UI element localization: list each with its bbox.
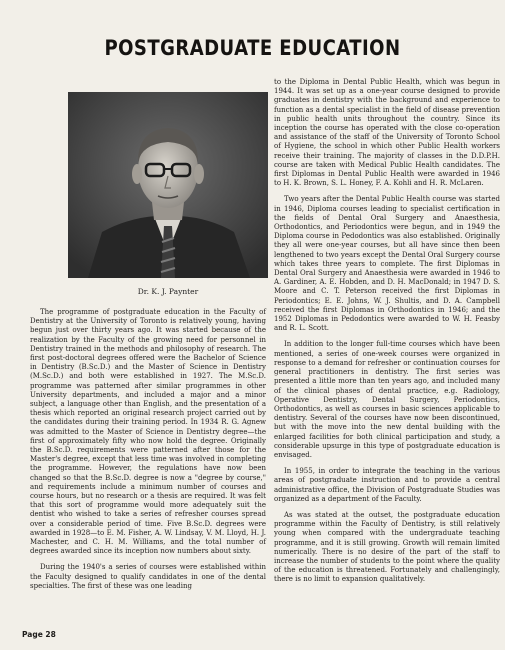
paragraph: As was stated at the outset, the postgraduate education programme within the Faculty of Dentistry, is still relatively young when compared with the undergraduate teaching programme, and it is still growing. Growth will remain limited numerically. There is no desire of the part of the staff to increase the number of students to the point where the quality of the education is threatened. Fortunately and challengingly, there is no limit to expansion qualitatively. — [274, 510, 500, 584]
photo-caption: Dr. K. J. Paynter — [137, 287, 199, 296]
portrait-photo — [68, 92, 268, 278]
paragraph: In 1955, in order to integrate the teaching in the various areas of postgraduate instruction and to provide a central administrative office, the Division of Postgraduate Studies was organized as a department of the Faculty. — [274, 467, 500, 503]
paragraph: to the Diploma in Dental Public Health, which was begun in 1944. It was set up as a one-year course designed to provide graduates in dentistry with the background and experience to function as a dental specialist in the field of disease prevention in public health units throughout the country. Since its inception the course has operated with the close co-operation and assistance of the staff of the University of Toronto School of Hygiene, the school in which other Public Health workers receive their training. The majority of classes in the D.D.P.H. course are taken with Medical Public Health candidates. The first Diplomas in Dental Public Health were awarded in 1946 to H. K. Brown, S. L. Honey, F. A. Kohli and H. R. McLaren. — [274, 78, 500, 188]
page-number: Page 28 — [22, 630, 56, 639]
paragraph: Two years after the Dental Public Health course was started in 1946, Diploma courses leading to specialist certification in the fields of Dental Oral Surgery and Anaesthesia, Orthodontics, and Periodontics were begun, and in 1949 the Diploma course in Pedodontics was also established. Originally they all were one-year courses, but all have since then been lengthened to two years except the Dental Oral Surgery course which takes three years to complete. The first Diplomas in Dental Oral Surgery and Anaesthesia were awarded in 1946 to A. Gardiner, A. E. Hobden, and D. H. MacDonald; in 1947 D. S. Moore and C. T. Peterson received the first Diplomas in Periodontics; E. E. Johns, W. J. Shultis, and D. A. Campbell received the first Diplomas in Orthodontics in 1946; and the 1952 Diplomas in Pedodontics were awarded to W. H. Feasby and R. L. Scott. — [274, 195, 500, 333]
left-column — [30, 308, 266, 598]
paragraph: During the 1940's a series of courses were established within the Faculty designed to qualify candidates in one of the dental specialties. The first of these was one leading — [30, 563, 266, 590]
right-column — [274, 78, 500, 592]
page-title: POSTGRADUATE EDUCATION — [104, 36, 401, 60]
paragraph: The programme of postgraduate education in the Faculty of Dentistry at the University of Toronto is relatively young, having begun just over thirty years ago. It was started because of the realization by the Faculty of the growing need for personnel in Dentistry trained in the methods and philosophy of research. The first post-doctoral degrees offered were the Bachelor of Science in Dentistry (B.Sc.D.) and the Master of Science in Dentistry (M.Sc.D.) and both were established in 1927. The M.Sc.D. programme was patterned after similar programmes in other University departments, and included a major and a minor subject, a language other than English, and the presentation of a thesis which reported an original research project carried out by the candidates during their training period. In 1934 R. G. Agnew was admitted to the Master of Science in Dentistry degree—the first of approximately fifty who now hold the degree. Originally the B.Sc.D. requirements were patterned after those for the Master's degree, except that less time was involved in completing the programme. However, the regulations have now been changed so that the B.Sc.D. degree is now a "degree by course," and requirements include a minimum number of courses and course hours, but no research or a thesis are required. It was felt that this sort of programme would more adequately suit the dentist who wished to take a series of refresher courses spread over a considerable period of time. Five B.Sc.D. degrees were awarded in 1928—to E. M. Fisher, A. W. Lindsay, V. M. Lloyd, H. J. Machester, and C. H. M. Williams, and the total number of degrees awarded since its inception now numbers about sixty. — [30, 308, 266, 556]
paragraph: In addition to the longer full-time courses which have been mentioned, a series of one-week courses were organized in response to a demand for refresher or continuation courses for general practitioners in dentistry. The first series was presented a little more than ten years ago, and included many of the clinical phases of dental practice, e.g. Radiology, Operative Dentistry, Dental Surgery, Periodontics, Orthodontics, as well as courses in basic sciences applicable to dentistry. Several of the courses have now been discontinued, but with the move into the new dental building with the enlarged facilities for both clinical participation and study, a considerable upsurge in this type of postgraduate education is envisaged. — [274, 340, 500, 459]
